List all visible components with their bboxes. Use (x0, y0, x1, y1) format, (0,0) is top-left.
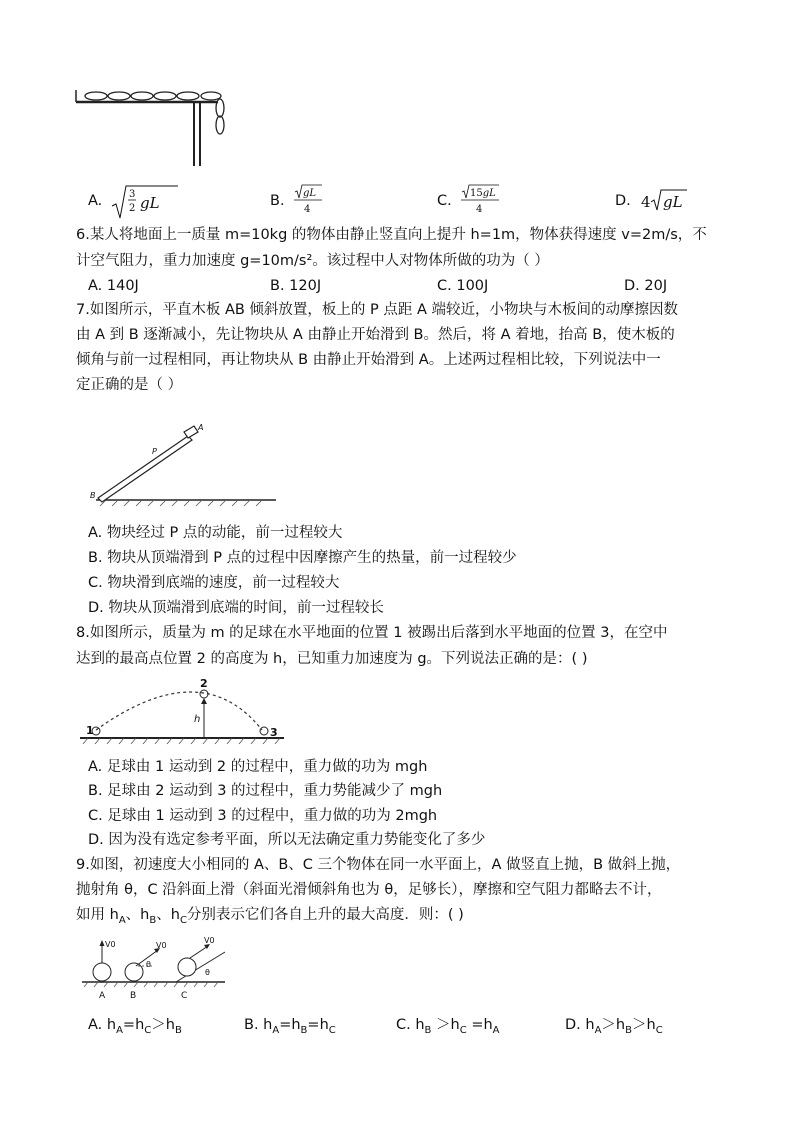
q7-stem-line: 倾角与前一过程相同，再让物块从 B 由静止开始滑到 A。上述两过程相比较，下列说法中一 (76, 352, 661, 368)
q5-option-b[interactable] (270, 188, 317, 215)
q9-option-sub: C (144, 1024, 152, 1036)
q5-option-b-formula (294, 184, 334, 220)
svg-text:4: 4 (641, 193, 651, 211)
q9-label-v0-c: V0 (204, 936, 215, 945)
q7-label-b: B (90, 491, 96, 500)
q6-option-a[interactable]: A. 140J (88, 278, 139, 294)
q9-label-b: B (130, 991, 137, 1001)
q7-stem-line: 由 A 到 B 逐渐减小，先让物块从 A 由静止开始滑到 B。然后，将 A 着地，抬高 B，使木板的 (76, 327, 675, 343)
q9-option-sub: B (174, 1024, 182, 1036)
q9-stem-line: 9.如图，初速度大小相同的 A、B、C 三个物体在同一水平面上，A 做竖直上抛，B 做斜上抛， (76, 857, 681, 873)
q9-option-text: C. h (396, 1017, 425, 1033)
q9-option-text: A. h (88, 1017, 117, 1033)
q9-stem-text: 、h (125, 907, 150, 923)
q5-option-a[interactable] (88, 189, 160, 214)
q7-incline-figure (86, 418, 276, 508)
q9-label-c: C (181, 991, 188, 1001)
q8-stem-line: 8.如图所示，质量为 m 的足球在水平地面的位置 1 被踢出后落到水平地面的位置 3，在空中 (76, 625, 668, 641)
q9-option-text: D. h (565, 1017, 595, 1033)
q9-option-d[interactable] (565, 1014, 663, 1042)
q8-option-c[interactable]: C. 足球由 1 运动到 3 的过程中，重力做的功为 2mgh (88, 808, 438, 824)
q9-option-text: ＞h (151, 1017, 175, 1033)
q8-stem-line: 达到的最高点位置 2 的高度为 h，已知重力加速度为 g。下列说法正确的是：( ) (76, 651, 588, 667)
q9-option-a[interactable] (88, 1014, 182, 1042)
q7-option-b[interactable]: B. 物块从顶端滑到 P 点的过程中因摩擦产生的热量，前一过程较少 (88, 550, 517, 566)
q7-label-p: P (152, 447, 157, 456)
q9-option-sub: A (272, 1024, 280, 1036)
q9-option-text: =h (466, 1017, 493, 1033)
svg-text:3: 3 (129, 189, 136, 200)
q8-label-h: h (194, 714, 201, 725)
q6-stem-line: 6.某人将地面上一质量 m=10kg 的物体由静止竖直向上提升 h=1m，物体获得速度 v=2m/s，不 (76, 227, 707, 243)
q9-option-sub: B (625, 1024, 632, 1036)
q9-option-sub: C (655, 1024, 663, 1036)
q5-option-c[interactable] (437, 188, 496, 215)
svg-text:4: 4 (476, 204, 483, 215)
q7-option-d[interactable]: D. 物块从顶端滑到底端的时间，前一过程较长 (88, 600, 384, 616)
q9-sub: A (118, 914, 126, 926)
q8-option-b[interactable]: B. 足球由 2 运动到 3 的过程中，重力势能减少了 mgh (88, 783, 443, 799)
q9-label-theta-b: θ (146, 960, 151, 969)
q9-stem-text: 分别表示它们各自上升的最大高度．则：( ) (186, 907, 464, 923)
q9-label-v0-a: V0 (105, 940, 116, 949)
q9-option-c[interactable] (396, 1014, 500, 1042)
q9-option-b[interactable] (244, 1014, 336, 1042)
q5-option-letter: C. (437, 193, 452, 209)
q6-option-b[interactable]: B. 120J (270, 278, 322, 294)
q9-label-theta-c: θ (205, 968, 210, 977)
q8-option-a[interactable]: A. 足球由 1 运动到 2 的过程中，重力做的功为 mgh (88, 759, 428, 775)
q9-option-sub: A (594, 1024, 602, 1036)
q7-stem-line: 定正确的是（ ） (76, 377, 183, 393)
svg-text:gL: gL (140, 194, 160, 212)
q5-option-c-formula (461, 184, 505, 220)
q9-option-text: ＞h (601, 1017, 626, 1033)
q9-option-sub: C (459, 1024, 467, 1036)
q9-option-text: =h (307, 1017, 329, 1033)
q5-option-d[interactable] (615, 190, 683, 212)
q6-option-c[interactable]: C. 100J (437, 278, 489, 294)
q9-sub: C (179, 914, 187, 926)
q9-label-a: A (99, 991, 106, 1001)
q9-stem-line: 抛射角 θ，C 沿斜面上滑（斜面光滑倾斜角也为 θ，足够长），摩擦和空气阻力都略去不计， (76, 882, 662, 898)
q9-sub: B (149, 914, 157, 926)
q8-label-1: 1 (86, 724, 94, 737)
svg-text:4: 4 (304, 204, 311, 215)
q9-option-text: B. h (244, 1017, 273, 1033)
q9-stem-text: 如用 h (76, 907, 119, 923)
svg-text:15gL: 15gL (470, 188, 496, 199)
q6-option-d[interactable]: D. 20J (624, 278, 668, 294)
q9-projectile-figure (80, 936, 230, 1004)
q9-option-text: =h (279, 1017, 301, 1033)
svg-text:2: 2 (129, 203, 136, 214)
q5-option-letter: D. (615, 193, 631, 209)
q8-option-d[interactable]: D. 因为没有选定参考平面，所以无法确定重力势能变化了多少 (88, 832, 486, 848)
svg-text:gL: gL (663, 193, 683, 211)
q6-stem-line: 计空气阻力，重力加速度 g=10m/s²。该过程中人对物体所做的功为（ ） (76, 253, 549, 269)
q5-option-letter: B. (270, 193, 285, 209)
q8-trajectory-figure (78, 676, 288, 748)
q9-stem-line-3 (76, 903, 726, 933)
q5-option-d-formula (641, 186, 689, 216)
q5-option-letter: A. (88, 193, 103, 209)
q7-option-c[interactable]: C. 物块滑到底端的速度，前一过程较大 (88, 575, 340, 591)
q9-option-sub: B (300, 1024, 308, 1036)
q9-option-text: ＞h (431, 1017, 460, 1033)
q9-stem-text: 、h (156, 907, 180, 923)
q9-option-sub: C (328, 1024, 336, 1036)
q9-option-text: ＞h (632, 1017, 656, 1033)
q9-option-sub: A (492, 1024, 500, 1036)
q9-label-v0-b: V0 (156, 941, 167, 950)
svg-text:gL: gL (303, 188, 317, 199)
q7-option-a[interactable]: A. 物块经过 P 点的动能，前一过程较大 (88, 525, 343, 541)
q5-chain-figure (74, 84, 234, 170)
q9-option-text: =h (122, 1017, 145, 1033)
q9-option-sub: A (116, 1024, 123, 1036)
q7-label-a: A (198, 423, 204, 432)
q8-label-3: 3 (270, 726, 278, 739)
q9-option-sub: B (424, 1024, 432, 1036)
q7-stem-line: 7.如图所示，平直木板 AB 倾斜放置，板上的 P 点距 A 端较近，小物块与木板间的动摩擦因数 (76, 302, 679, 318)
q8-label-2: 2 (200, 677, 208, 690)
q5-option-a-formula (110, 182, 180, 222)
